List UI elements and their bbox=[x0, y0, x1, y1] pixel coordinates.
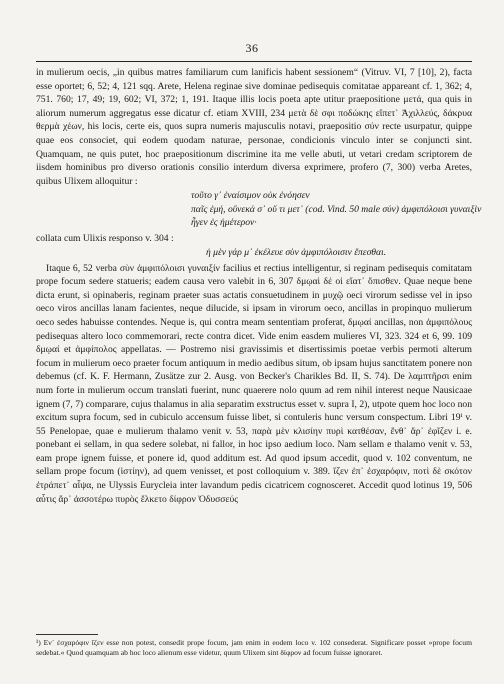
page-number: 36 bbox=[245, 41, 259, 55]
paragraph-3: Itaque 6, 52 verba σὺν ἀμφιπόλοισι γυναιξίν facilius et rectius intelligentur, si reginam pedisequis comitatam prope focum sedere statueris; eadem causa vero valebit in 6, 307 δμῳαὶ δέ οἱ εἵατ᾽ ὄπισθεν. Quae neque bene dicta erunt, si opinaberis, reginam praeter suas actatis consuetudinem in μυχῷ oeci virorum sedisse vel in ipso oeco viros ancillas lanam facientes, neque dilucide, si ipsam in virorum oeco, ancillas in propinquo mulierum oeco sedes habuisse contendes. Neque is, qui contra meam sententiam proferat, δμῳαί ancillas, non ἀμφιπόλους pedisequas altero loco commemorari, recte contra dicet. Vide enim easdem mulieres VI, 323. 324 et 6, 99. 109 δμῳαί et ἀμφίπολος appellatas. — Postremo nisi gravissimis et disertissimis poetae verbis permoti alterum focum in mulierum oeco praeter focum antiquum in medio aedibus situm, ob ipsam hujus sanctitatem ponere non debemus (cf. K. F. Hermann, Zusätze zur 2. Ausg. von Becker's Charikles Bd. II, S. 74). De λαμπτῆρσι enim num forte in mulierum occum translati fuerint, nunc quaerere nolo quum ad rem nihil interest neque Nausicaae ignem (7, 7) comparare, cujus thalamus in alia separatim exstructus esset v. supra I, 2), utpote quem hoc loco non excitum supra focum, sed in cubiculo accensum fuisse libet, si contuleris hunc versum conspectum. Libri 19ⁱ v. 55 Penelopae, quae e mulierum thalamo venit v. 53, παρὰ μὲν κλισίην πυρὶ κατθέσαν, ἔνθ᾽ ἄρ᾽ ἐφῖζεν i. e. ponebant ei sellam, in qua sedere solebat, ni fallor, in hoc ipso aedium loco. Nam sellam e thalamo venit v. 53, eam prope ignem fuisse, et ponere id, quod additum est. Ad quod ipsum accedit, quod v. 102 conventum, ne sellam prope focum (ἱστίην), ad quem venisset, et post colloquium v. 389. ἴζεν ἐπ᾽ ἐσχαρόφιν, ποτὶ δὲ σκότον ἐτράπετ᾽ αἶψα, ne Ulyssis Eurycleia inter lavandum pedis cicatricem cognosceret. Accedit quod lotinus 19, 506 αὖτις ἄρ᾽ ἀσσοτέρω πυρὸς ἕλκετο δίφρον Ὀδυσσεύς bbox=[36, 262, 472, 505]
footnote-rule bbox=[36, 634, 98, 635]
greek-verse-quote-2 bbox=[36, 246, 472, 259]
verse-line-1: τοῦτο γ᾽ ἐναίσιμον οὐκ ἐνόησεν bbox=[191, 190, 310, 202]
header-rule bbox=[36, 61, 472, 62]
verse-line-4: ἡ μὲν γάρ μ᾽ ἐκέλευε σὺν ἀμφιπόλοισιν ἕπεσθαι. bbox=[206, 247, 387, 259]
greek-verse-quote-1 bbox=[36, 189, 482, 229]
paragraph-1: in mulierum oecis, „in quibus matres familiarum cum lanificis habent sessionem“ (Vitruv. VI, 7 [10], 2), facta esse oportet; 6, 52; 4, 121 sqq. Arete, Helena reginae sive dominae pedisequis comitatae appareant cf. 1, 362; 4, 751. 760; 17, 49; 19, 602; VI, 372; 1, 191. Itaque illis locis poeta apte utitur praepositione μετά, qua quis in aliorum numerum aggregatus esse dicatur cf. etiam XVIII, 234 μετὰ δὲ σφι ποδώκης εἵπετ᾽ Ἀχιλλεύς, δάκρυα θερμὰ χέων, his locis, certe eis, quos supra numeris majusculis notavi, praepositio σύν recte usurpatur, quippe quae eos consociet, qui eodem quodam naturae, personae, condicionis vinculo inter se conjuncti sint. Quamquam, ne quis putet, hoc praepositionum discrimine ita me velle abuti, ut vetari credam scriptorem de iisdem hominibus pro diverso orationis consilio interdum diversa exprimere, profero (7, 300) verba Aretes, quibus Ulixem alloquitur : bbox=[36, 67, 472, 187]
footnote: ¹) Εν᾽ ἐσχαρόφιν ἴζεν esse non potest, consedit prope focum, jam enim in eodem loco v. 102 consederat. Significare posset »prope focum sedebat.« Quod quamquam ab hoc loco alienum esse videtur, quum Ulixem sint δίφρον ad focum fuisse ignoraret. bbox=[36, 638, 472, 658]
verse-line-3: ἦγεν ἐς ἡμέτερον· bbox=[191, 217, 257, 229]
body-text bbox=[36, 66, 482, 506]
paragraph-2: collata cum Ulixis responso v. 304 : bbox=[36, 232, 174, 244]
verse-line-2: παῖς ἐμή, οὕνεκά σ᾽ οὔ τι μετ᾽ (cod. Vind. 50 male σύν) ἀμφιπόλοισι γυναιξὶν bbox=[191, 203, 482, 215]
